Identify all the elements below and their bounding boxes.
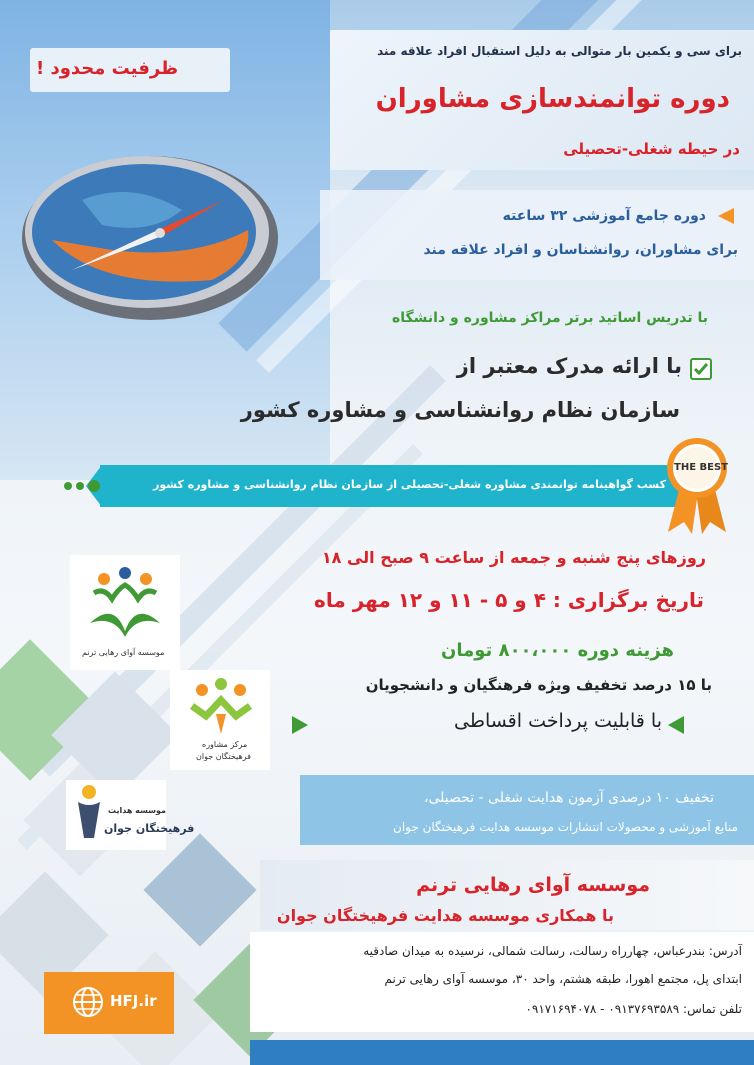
- course-audience: برای مشاوران، روانشناسان و افراد علاقه مند: [423, 242, 738, 258]
- course-cost: هزینه دوره ۸۰۰،۰۰۰ تومان: [441, 640, 674, 661]
- contact-address1: آدرس: بندرعباس، چهارراه رسالت، رسالت شمالی، نرسیده به میدان صادقیه: [363, 944, 742, 958]
- intro-text: برای سی و یکمین بار متوالی به دلیل استقبال افراد علاقه مند: [377, 44, 742, 58]
- logo2-caption2: فرهیختگان جوان: [196, 752, 251, 761]
- checkbox-icon: [690, 358, 712, 380]
- people-logo-icon: [186, 676, 256, 736]
- arrow-left-icon: [718, 208, 734, 224]
- people-tree-logo-icon: [84, 565, 166, 639]
- installment-text: با قابلیت پرداخت اقساطی: [453, 710, 662, 732]
- discount-text: با ۱۵ درصد تخفیف ویژه فرهنگیان و دانشجویان: [365, 676, 712, 694]
- dots-icon: [62, 478, 102, 494]
- contact-address2: ابتدای پل، مجتمع اهورا، طبقه هشتم، واحد ۳۰، موسسه آوای رهایی ترنم: [384, 972, 742, 986]
- compass-icon: [12, 140, 282, 330]
- arrow-right-icon: [292, 716, 308, 734]
- page-subtitle: در حیطه شغلی-تحصیلی: [563, 140, 740, 158]
- certificate-line2: سازمان نظام روانشناسی و مشاوره کشور: [240, 398, 680, 422]
- the-best-badge-icon: [662, 436, 732, 536]
- capacity-label: ظرفیت محدود !: [36, 58, 179, 79]
- offer-panel: [300, 775, 754, 845]
- badge-text: THE BEST: [674, 462, 728, 473]
- decor-tile: [143, 833, 256, 946]
- arrow-left-icon: [668, 716, 684, 734]
- logo1-caption: موسسه آوای رهایی ترنم: [82, 648, 165, 657]
- teachers-text: با تدریس اساتید برتر مراکز مشاوره و دانشگاه: [392, 310, 708, 326]
- course-panel: [320, 190, 754, 280]
- schedule-days: روزهای پنج شنبه و جمعه از ساعت ۹ صبح الی ۱۸: [321, 548, 706, 567]
- organizer-name: موسسه آوای رهایی ترنم: [416, 874, 650, 896]
- bottom-bar: [250, 1040, 754, 1065]
- globe-icon: [72, 986, 104, 1018]
- offer-line2: منابع آموزشی و محصولات انتشارات موسسه هدایت فرهیختگان جوان: [393, 820, 738, 834]
- website-label: HFJ.ir: [110, 992, 157, 1010]
- organizer-partner: با همکاری موسسه هدایت فرهیختگان جوان: [276, 906, 614, 925]
- schedule-dates: تاریخ برگزاری : ۴ و ۵ - ۱۱ و ۱۲ مهر ماه: [314, 588, 704, 612]
- offer-line1: تخفیف ۱۰ درصدی آزمون هدایت شغلی - تحصیلی،: [423, 790, 714, 806]
- course-hours: دوره جامع آموزشی ۳۲ ساعته: [502, 208, 706, 224]
- person-logo-icon: [74, 784, 104, 840]
- logo3-caption2: فرهیختگان جوان: [104, 822, 195, 835]
- page-title: دوره توانمندسازی مشاوران: [375, 84, 730, 114]
- logo3-caption1: موسسه هدایت: [108, 806, 166, 815]
- logo2-caption1: مرکز مشاوره: [202, 740, 248, 749]
- ribbon-text: کسب گواهینامه توانمندی مشاوره شغلی-تحصیلی از سازمان نظام روانشناسی و مشاوره کشور: [153, 478, 666, 491]
- contact-phone: تلفن تماس: ۰۹۱۳۷۶۹۳۵۸۹ - ۰۹۱۷۱۶۹۴۰۷۸: [525, 1002, 742, 1016]
- certificate-line1: با ارائه مدرک معتبر از: [456, 354, 682, 378]
